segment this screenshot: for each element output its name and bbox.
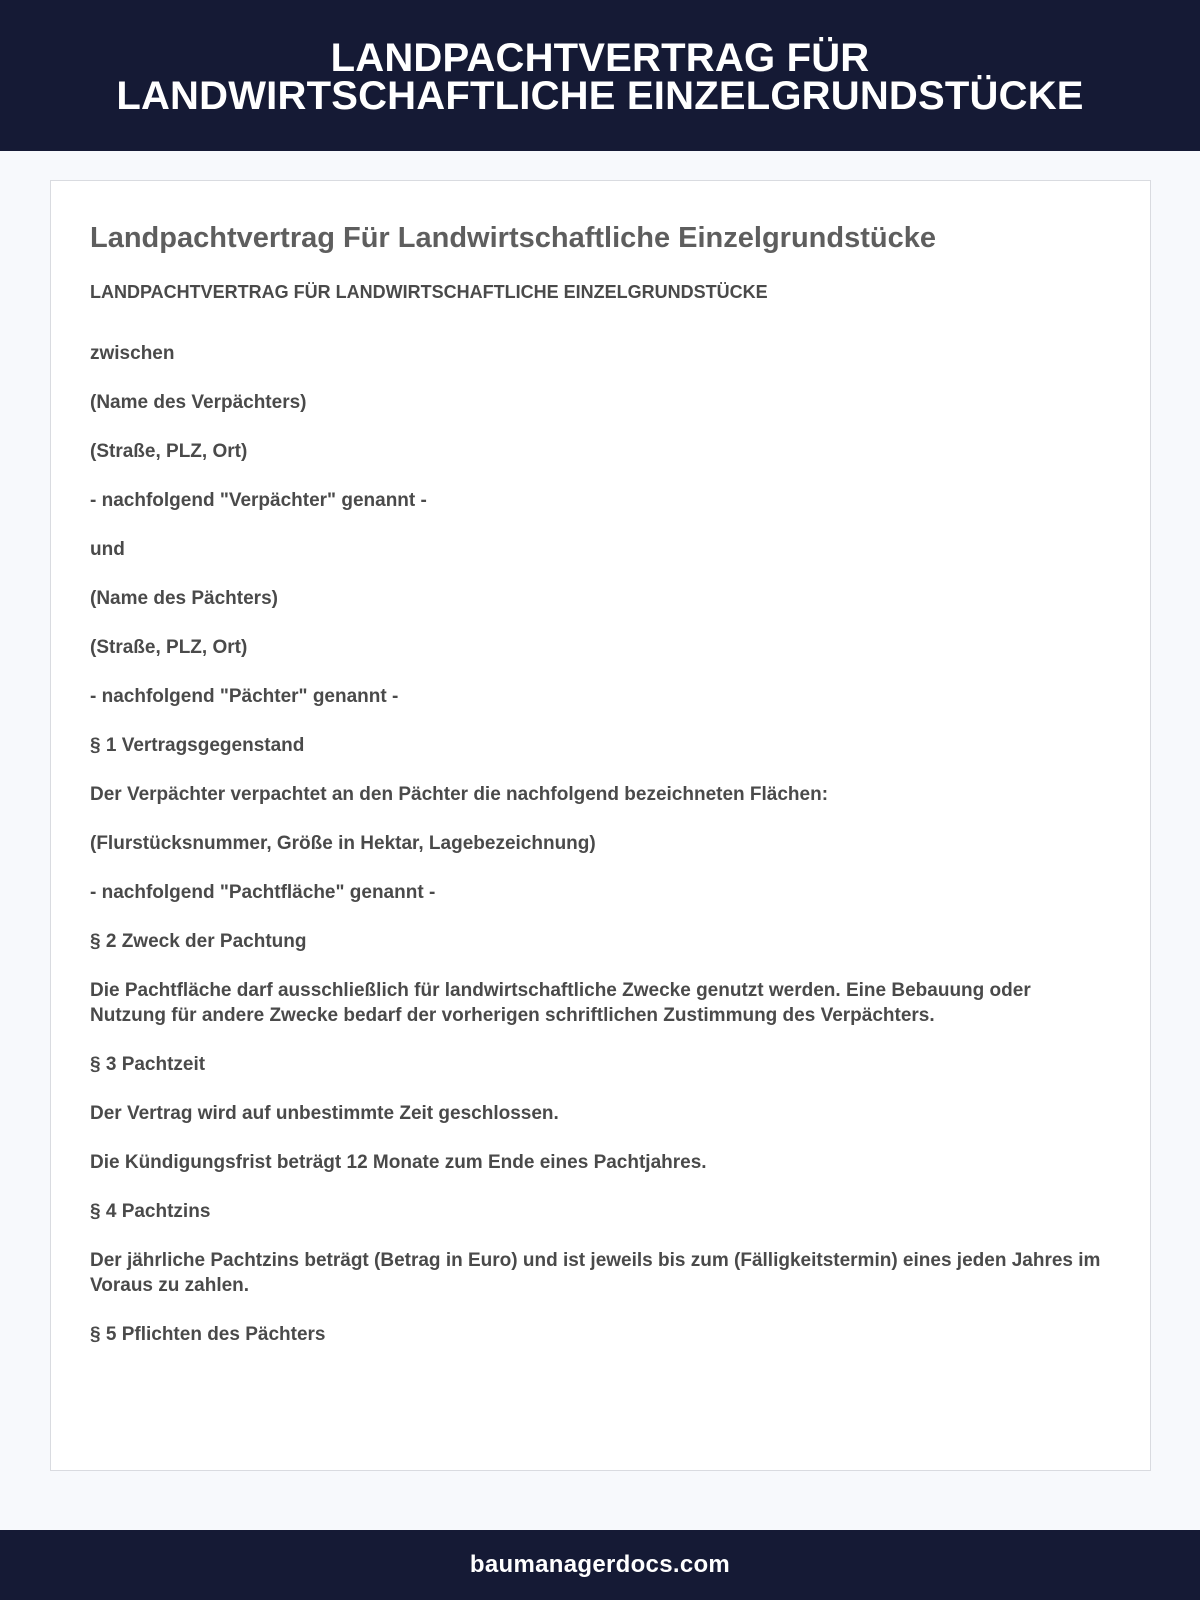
section-1-paragraph-1: Der Verpächter verpachtet an den Pächter die nachfolgend bezeichneten Flächen:: [90, 784, 829, 805]
section-5-heading: § 5 Pflichten des Pächters: [90, 1324, 326, 1345]
section-3-paragraph-2: Die Kündigungsfrist beträgt 12 Monate zum Ende eines Pachtjahres.: [90, 1152, 707, 1173]
section-4-heading: § 4 Pachtzins: [90, 1201, 211, 1222]
section-3-heading: § 3 Pachtzeit: [90, 1054, 206, 1075]
document-body: [90, 341, 1111, 1347]
document-subtitle: LANDPACHTVERTRAG FÜR LANDWIRTSCHAFTLICHE EINZELGRUNDSTÜCKE: [90, 282, 768, 302]
lessee-address: (Straße, PLZ, Ort): [90, 637, 248, 658]
document-title: Landpachtvertrag Für Landwirtschaftliche Einzelgrundstücke: [90, 222, 936, 254]
header-title-line-1: LANDPACHTVERTRAG FÜR: [330, 35, 870, 80]
section-2-paragraph-1: Die Pachtfläche darf ausschließlich für landwirtschaftliche Zwecke genutzt werden. Eine Bebauung oder Nutzung für andere Zwecke bedarf der vorherigen schriftlichen Zustimmung des Verpächters.: [90, 980, 1031, 1026]
lessee-designation: - nachfolgend "Pächter" genannt -: [90, 686, 399, 707]
page-header: [0, 0, 1200, 151]
header-title-line-2: LANDWIRTSCHAFTLICHE EINZELGRUNDSTÜCKE: [116, 73, 1084, 118]
lessor-address: (Straße, PLZ, Ort): [90, 441, 248, 462]
document-card: [50, 180, 1151, 1471]
page-footer: [0, 1530, 1200, 1600]
section-2-heading: § 2 Zweck der Pachtung: [90, 931, 307, 952]
lessor-designation: - nachfolgend "Verpächter" genannt -: [90, 490, 427, 511]
section-1-paragraph-3: - nachfolgend "Pachtfläche" genannt -: [90, 882, 436, 903]
parties-between: zwischen: [90, 343, 175, 364]
section-1-paragraph-2: (Flurstücksnummer, Größe in Hektar, Lagebezeichnung): [90, 833, 596, 854]
section-4-paragraph-1: Der jährliche Pachtzins beträgt (Betrag in Euro) und ist jeweils bis zum (Fälligkeitstermin) eines jeden Jahres im Voraus zu zahlen.: [90, 1250, 1101, 1296]
parties-and: und: [90, 539, 125, 560]
lessor-name: (Name des Verpächters): [90, 392, 307, 413]
lessee-name: (Name des Pächters): [90, 588, 278, 609]
section-3-paragraph-1: Der Vertrag wird auf unbestimmte Zeit geschlossen.: [90, 1103, 559, 1124]
footer-site-name: baumanagerdocs.com: [469, 1551, 731, 1578]
section-1-heading: § 1 Vertragsgegenstand: [90, 735, 305, 756]
